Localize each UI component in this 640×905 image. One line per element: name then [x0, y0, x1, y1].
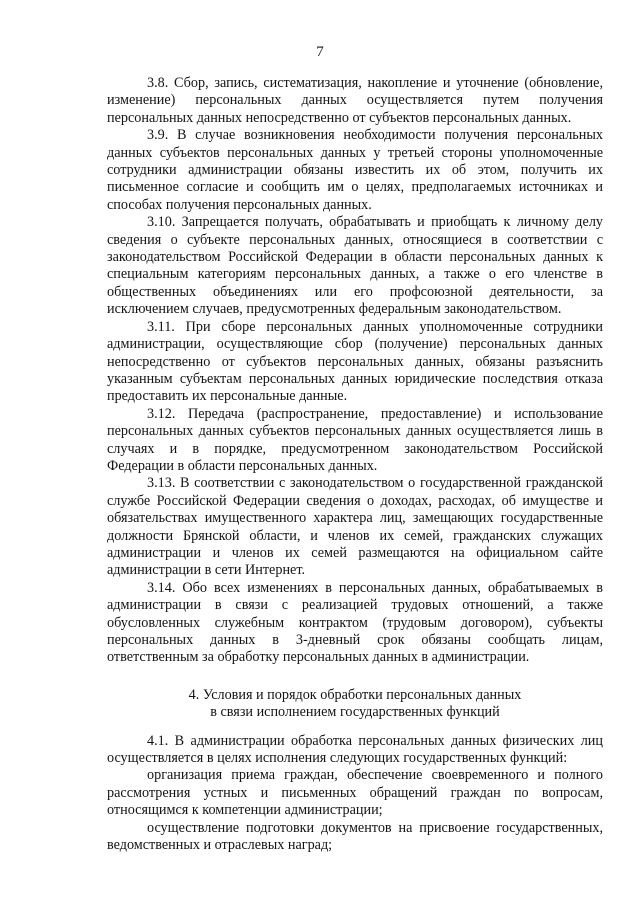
document-body	[107, 75, 603, 854]
paragraph-3-11: 3.11. При сборе персональных данных уполномоченные сотрудники администрации, осуществляющие сбор (получение) персональных данных непосредственно от субъектов персональных данных, обязаны разъяснить указанным субъектам персональных данных юридические последствия отказа предоставить их персональные данные.	[107, 318, 603, 405]
paragraph-3-10: 3.10. Запрещается получать, обрабатывать и приобщать к личному делу сведения о субъекте персональных данных, относящиеся в соответствии с законодательством Российской Федерации в области персональных данных к специальным категориям персональных данных, а также о его членстве в общественных объединениях или его профсоюзной деятельности, за исключением случаев, предусмотренных федеральным законодательством.	[107, 214, 603, 318]
paragraph-3-8: 3.8. Сбор, запись, систематизация, накопление и уточнение (обновление, изменение) персональных данных осуществляется путем получения персональных данных непосредственно от субъектов персональных данных.	[107, 75, 603, 126]
paragraph-3-13: 3.13. В соответствии с законодательством о государственной гражданской службе Российской Федерации сведения о доходах, расходах, об имуществе и обязательствах имущественного характера лиц, замещающих государственные должности Брянской области, и членов их семей, гражданских служащих администрации и членов их семей размещаются на официальном сайте администрации в сети Интернет.	[107, 475, 603, 579]
paragraph-3-14: 3.14. Обо всех изменениях в персональных данных, обрабатываемых в администрации в связи с реализацией трудовых отношений, а также обусловленных служебным контрактом (трудовым договором), субъекты персональных данных в 3-дневный срок обязаны сообщать лицам, ответственным за обработку персональных данных в администрации.	[107, 579, 603, 666]
section-heading-line-2: в связи исполнением государственных функций	[210, 704, 500, 721]
section-heading	[107, 687, 603, 722]
paragraph-3-9: 3.9. В случае возникновения необходимости получения персональных данных субъектов персональных данных у третьей стороны уполномоченные сотрудники администрации обязаны известить их об этом, получить их письменное согласие и сообщить им о целях, предполагаемых источниках и способах получения персональных данных.	[107, 127, 603, 213]
paragraph-3-12: 3.12. Передача (распространение, предоставление) и использование персональных данных субъектов персональных данных осуществляется лишь в случаях и в порядке, предусмотренном законодательством Российской Федерации в области персональных данных.	[107, 405, 603, 474]
paragraph-4-1: 4.1. В администрации обработка персональных данных физических лиц осуществляется в целях исполнения следующих государственных функций:	[107, 732, 603, 767]
list-item-awards-preparation: осуществление подготовки документов на присвоение государственных, ведомственных и отраслевых наград;	[107, 819, 603, 854]
page-number: 7	[316, 44, 324, 60]
list-item-reception-of-citizens: организация приема граждан, обеспечение своевременного и полного рассмотрения устных и письменных обращений граждан по вопросам, относящимся к компетенции администрации;	[107, 767, 603, 819]
section-heading-line-1: 4. Условия и порядок обработки персональных данных	[188, 686, 522, 703]
